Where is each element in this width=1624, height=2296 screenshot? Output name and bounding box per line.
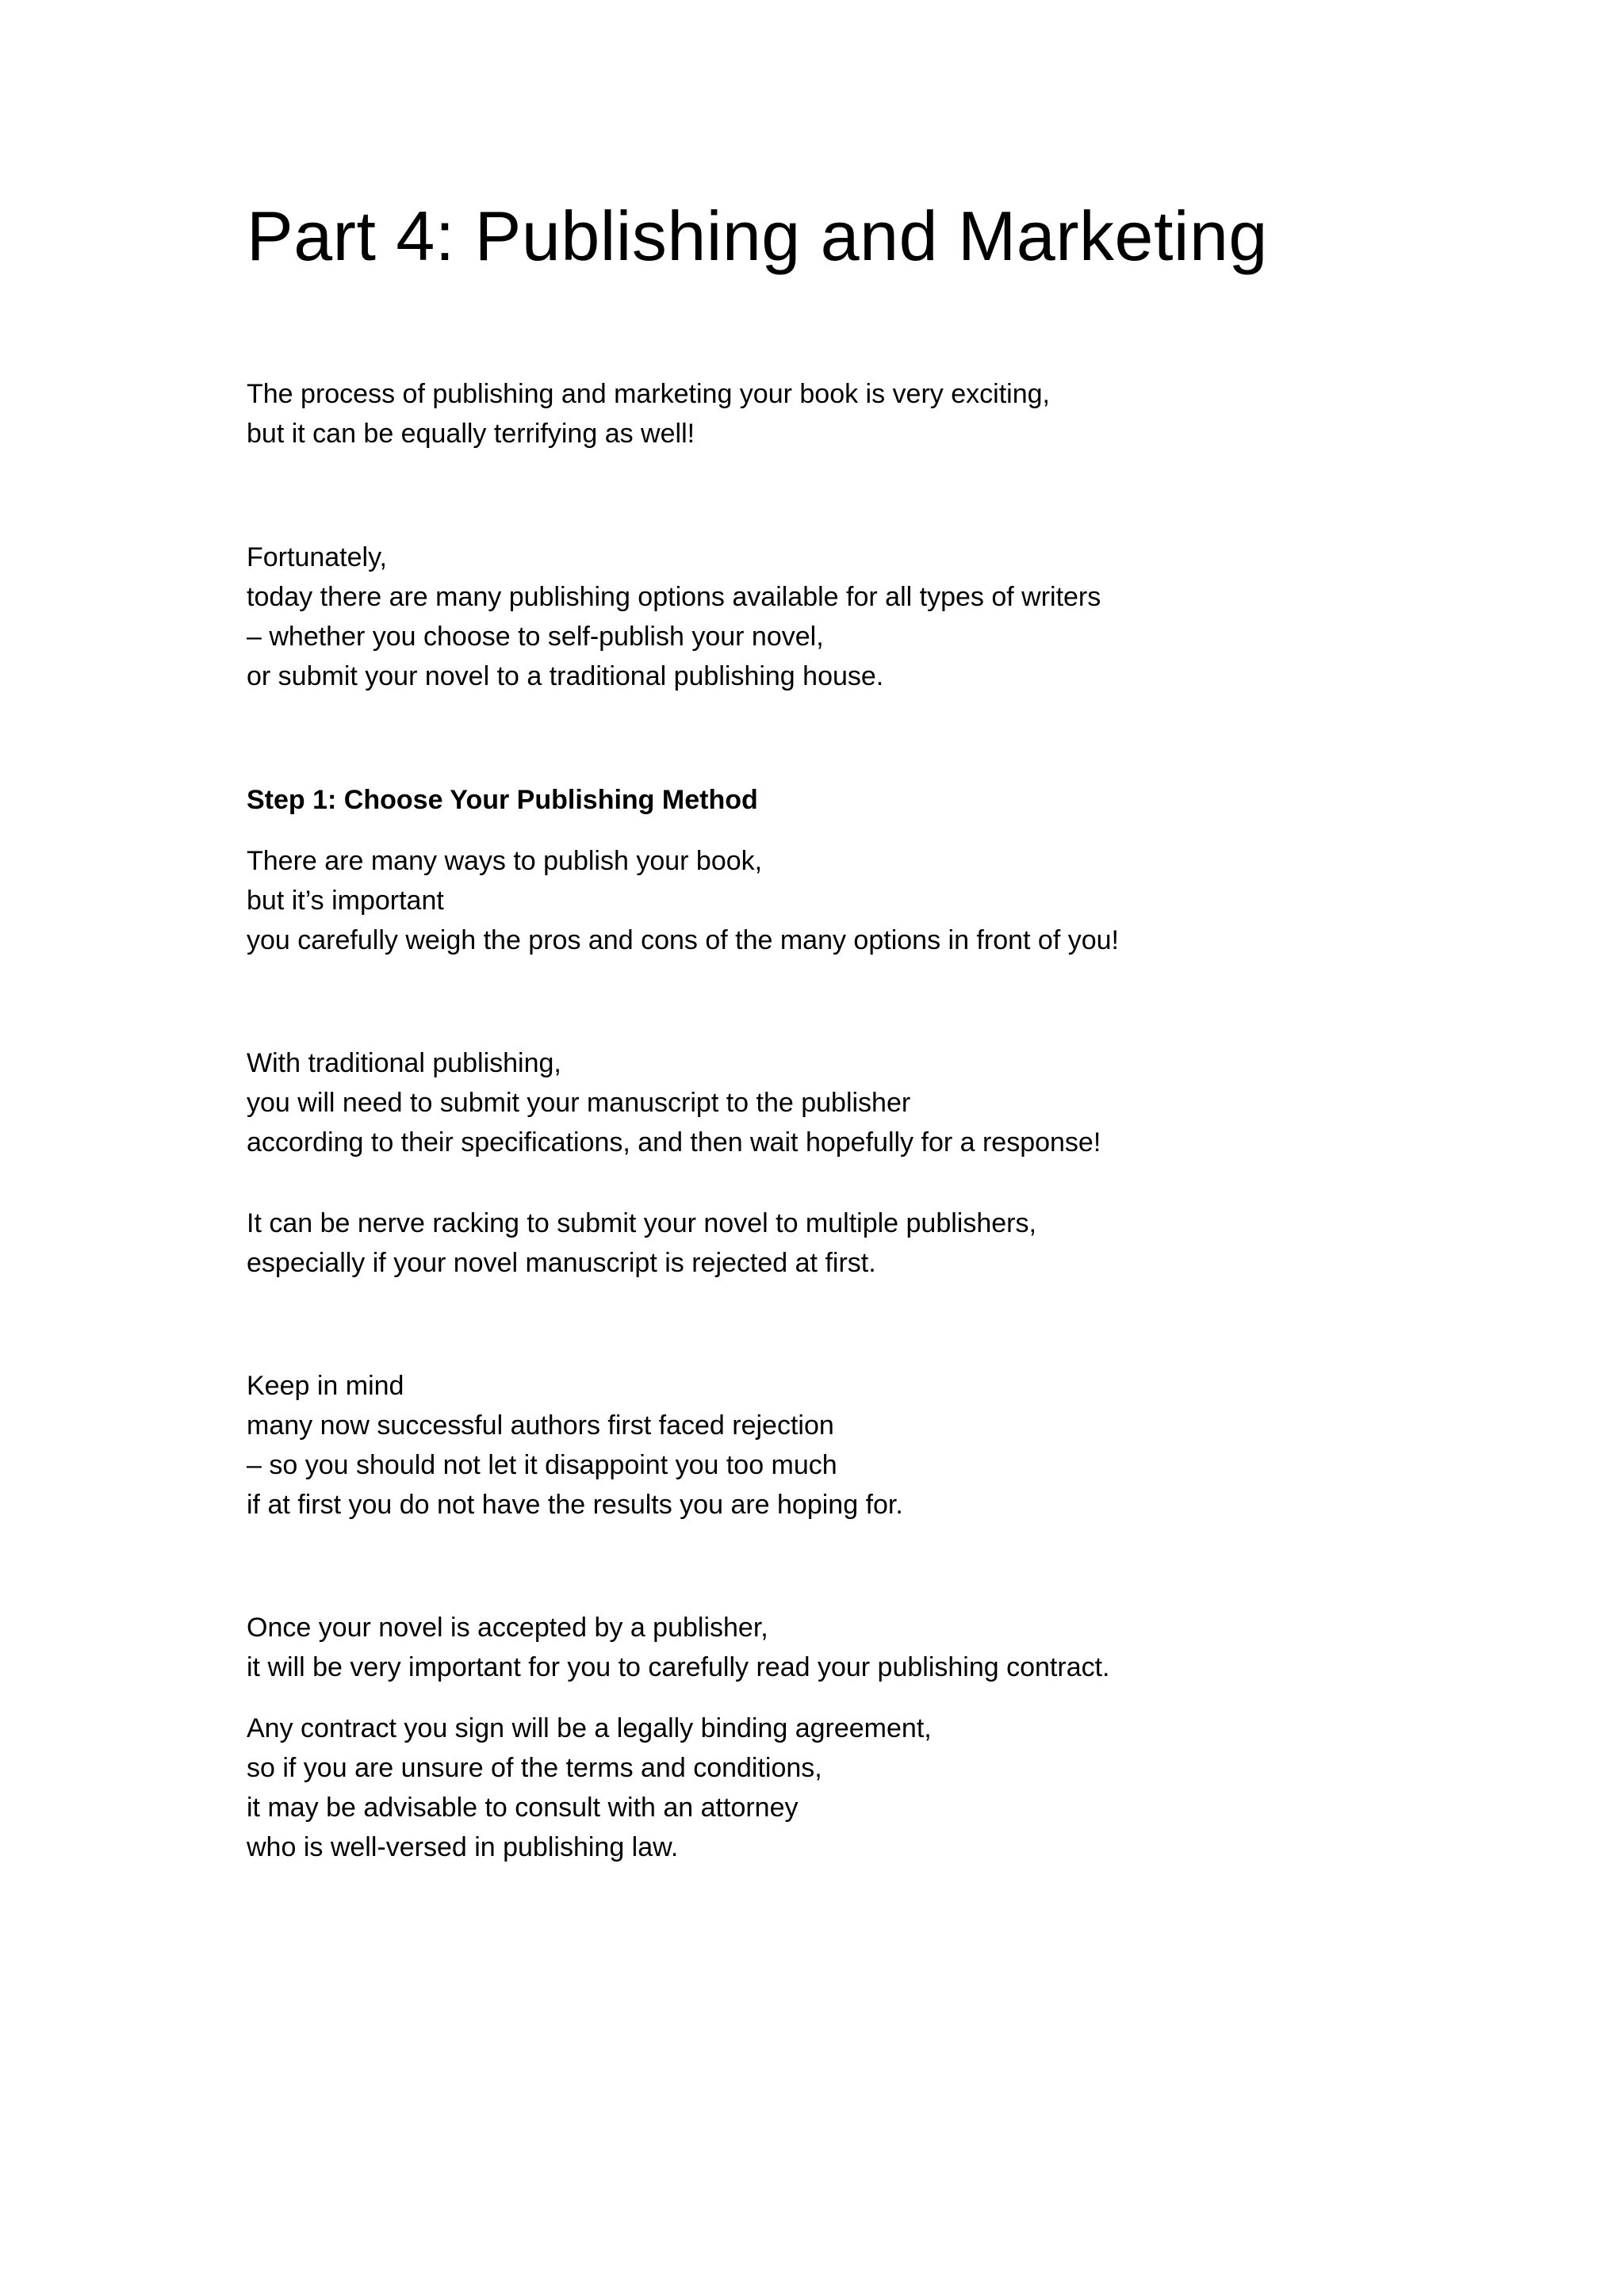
keep-in-mind-line-3: – so you should not let it disappoint you too much	[247, 1450, 837, 1480]
step-1-heading: Step 1: Choose Your Publishing Method	[247, 785, 758, 815]
page-title: Part 4: Publishing and Marketing	[247, 197, 1268, 275]
intro-line-1: The process of publishing and marketing your book is very exciting,	[247, 379, 1050, 409]
traditional-line-2: you will need to submit your manuscript to the publisher	[247, 1088, 911, 1118]
ways-line-1: There are many ways to publish your book,	[247, 846, 763, 876]
ways-line-2: but it’s important	[247, 886, 444, 916]
accepted-line-1: Once your novel is accepted by a publisher,	[247, 1613, 768, 1643]
nerve-line-2: especially if your novel manuscript is rejected at first.	[247, 1248, 876, 1278]
accepted-line-2: it will be very important for you to carefully read your publishing contract.	[247, 1652, 1110, 1682]
keep-in-mind-line-4: if at first you do not have the results you are hoping for.	[247, 1490, 903, 1520]
intro-line-2: but it can be equally terrifying as well!	[247, 419, 695, 449]
fortunately-line-4: or submit your novel to a traditional publishing house.	[247, 661, 884, 691]
keep-in-mind-line-1: Keep in mind	[247, 1371, 404, 1401]
traditional-line-1: With traditional publishing,	[247, 1048, 561, 1078]
keep-in-mind-line-2: many now successful authors first faced rejection	[247, 1410, 834, 1441]
traditional-line-3: according to their specifications, and then wait hopefully for a response!	[247, 1127, 1101, 1158]
fortunately-line-1: Fortunately,	[247, 542, 388, 572]
nerve-line-1: It can be nerve racking to submit your novel to multiple publishers,	[247, 1208, 1036, 1238]
fortunately-line-2: today there are many publishing options available for all types of writers	[247, 582, 1101, 612]
contract-line-4: who is well-versed in publishing law.	[247, 1832, 679, 1862]
fortunately-line-3: – whether you choose to self-publish your novel,	[247, 622, 824, 652]
contract-line-1: Any contract you sign will be a legally binding agreement,	[247, 1713, 932, 1743]
contract-line-2: so if you are unsure of the terms and conditions,	[247, 1753, 822, 1783]
ways-line-3: you carefully weigh the pros and cons of the many options in front of you!	[247, 925, 1119, 955]
contract-line-3: it may be advisable to consult with an attorney	[247, 1793, 799, 1823]
